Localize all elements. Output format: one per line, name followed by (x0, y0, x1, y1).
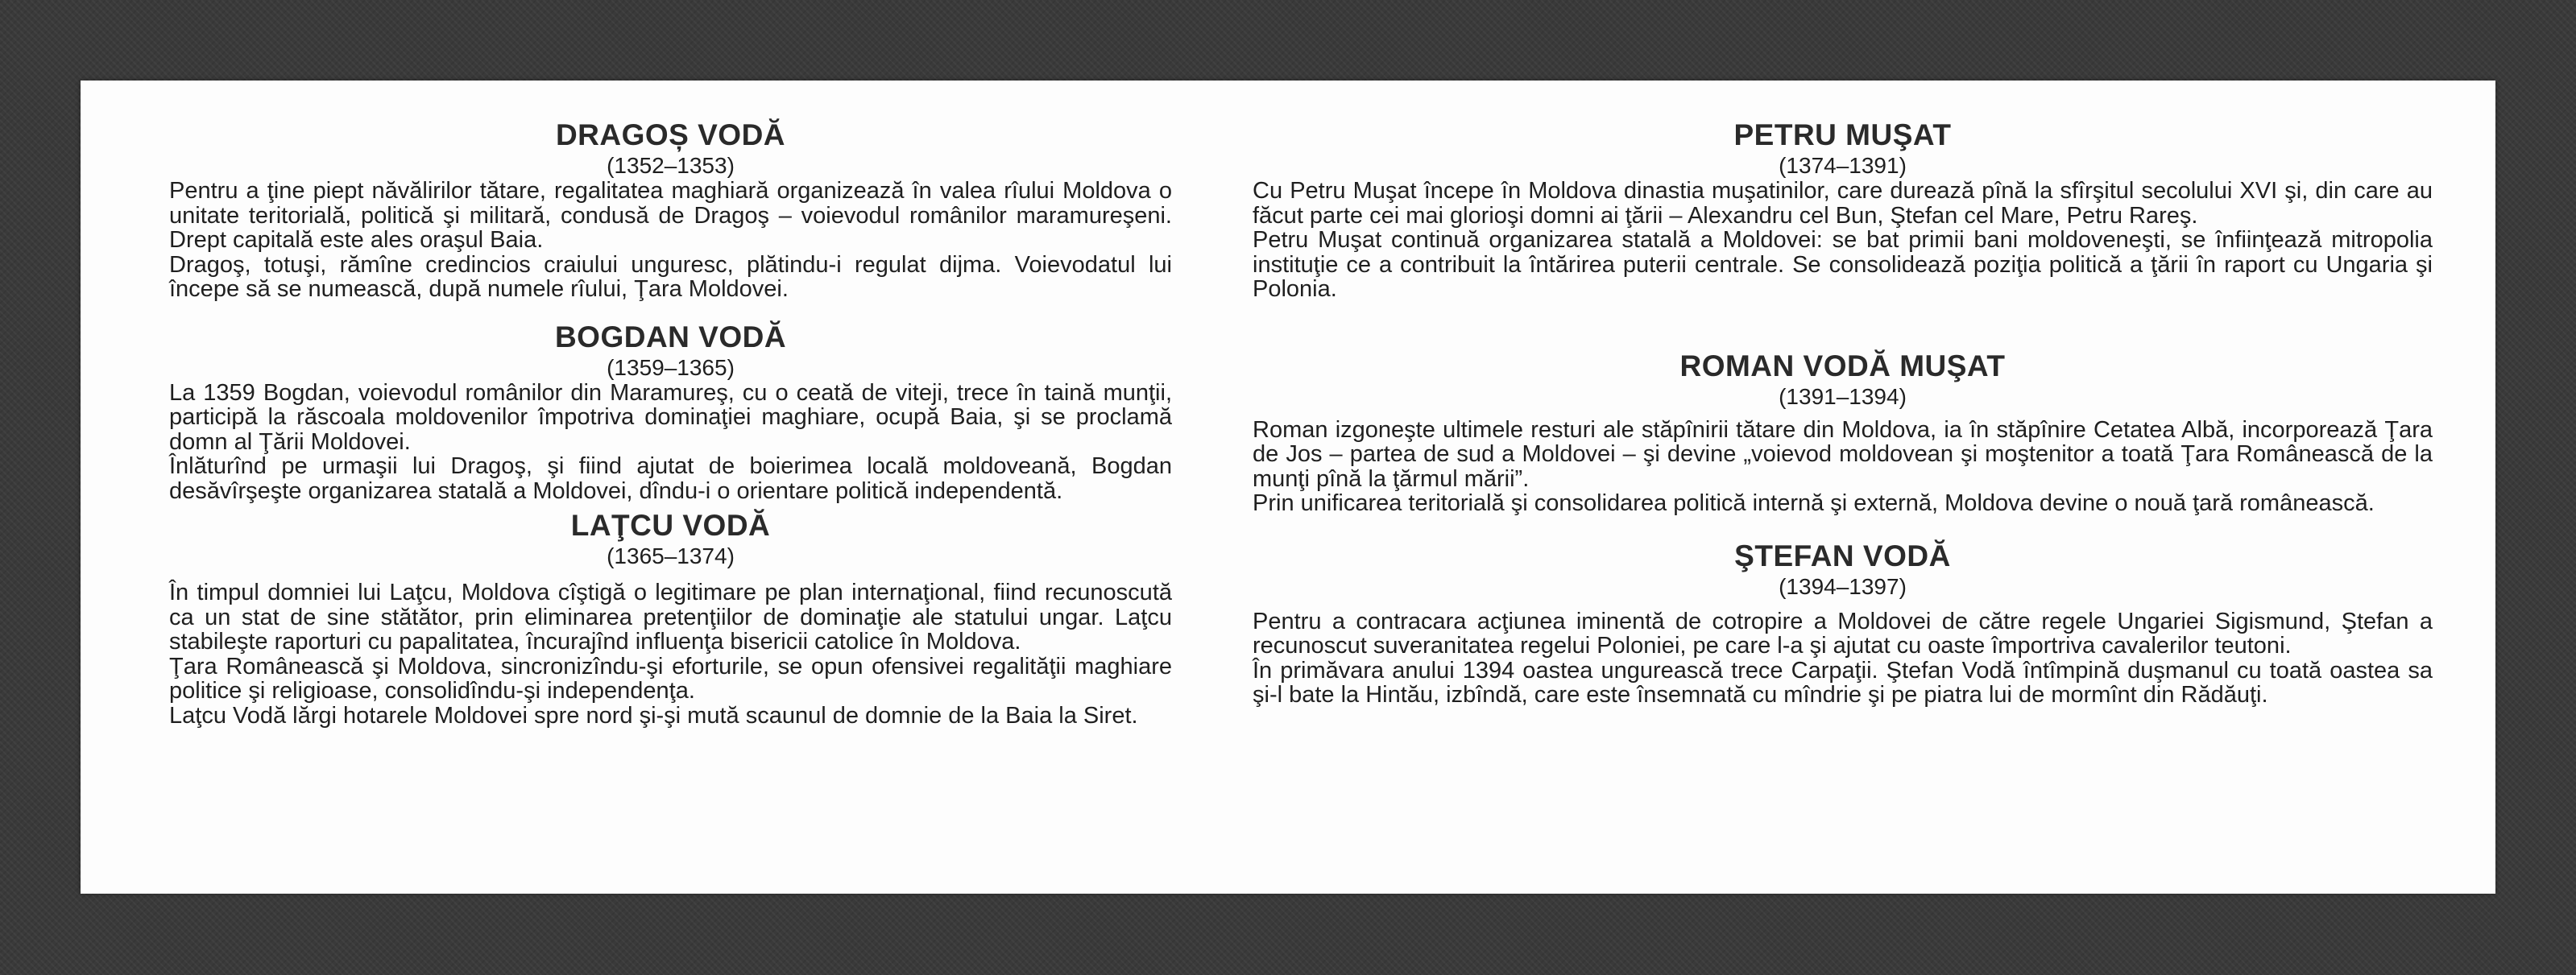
right-column (1253, 119, 2433, 708)
section-title: ŞTEFAN VODĂ (1734, 539, 1951, 572)
paragraph: Pentru a contracara acţiunea iminentă de cotropire a Moldovei de către regele Ungariei Sigismund, Ştefan a recunoscut suveranitatea regelui Poloniei, pe care l-a şi ajutat cu oaste împortriva cavalerilor teutoni. (1253, 608, 2433, 659)
paragraph: La 1359 Bogdan, voievodul românilor din Maramureş, cu o ceată de viteji, trece în taină munţii, participă la răscoala moldovenilor împotriva dominaţiei maghiare, ocupă Baia, şi se proclamă domn al Ţării Moldovei. (169, 379, 1172, 455)
section-years: (1359–1365) (607, 354, 735, 380)
section-years: (1352–1353) (607, 153, 735, 178)
paragraph: În timpul domniei lui Laţcu, Moldova cîştigă o legitimare pe plan internaţional, fiind recunoscută ca un stat de sine stătător, prin eliminarea pretenţiilor de dominaţie ale statului ungar. Laţcu stabileşte raporturi cu papalitatea, încurajînd influenţa bisericii catolice în Moldova. (169, 580, 1172, 655)
section-bogdan-voda (169, 321, 1172, 504)
section-title: DRAGOȘ VODĂ (555, 118, 786, 151)
section-years: (1365–1374) (607, 543, 735, 568)
paragraph: Roman izgoneşte ultimele resturi ale stăpînirii tătare din Moldova, ia în stăpînire Cetatea Albă, incorporează Ţara de Jos – partea de sud a Moldovei – şi devine „voievod moldovean şi moştenitor a toată Ţara Românească de la munţi pînă la ţărmul mării”. (1253, 416, 2433, 492)
section-title: ROMAN VODĂ MUŞAT (1679, 349, 2006, 382)
paragraph: Ţara Românească şi Moldova, sincronizîndu-şi eforturile, se opun ofensivei regalităţii maghiare politice şi religioase, consolidîndu-şi independenţa. (169, 653, 1172, 704)
section-roman-voda-musat (1253, 350, 2433, 516)
section-years: (1394–1397) (1779, 573, 1907, 599)
section-years: (1374–1391) (1779, 153, 1907, 178)
document-sheet (81, 81, 2495, 894)
paragraph: Pentru a ţine piept năvălirilor tătare, regalitatea maghiară organizează în valea rîului Moldova o unitate teritorială, politică şi militară, condusă de Dragoş – voievodul românilor maramureşeni. Drept capitală este ales oraşul Baia. (169, 178, 1172, 253)
paragraph: Prin unificarea teritorială şi consolidarea politică internă şi externă, Moldova devine o nouă ţară românească. (1253, 490, 2375, 516)
paragraph: Laţcu Vodă lărgi hotarele Moldovei spre nord şi-şi mută scaunul de domnie de la Baia la Siret. (169, 702, 1138, 729)
paragraph: Cu Petru Muşat începe în Moldova dinastia muşatinilor, care durează pînă la sfîrşitul secolului XVI şi, din care au făcut parte cei mai glorioşi domni ai ţării – Alexandru cel Bun, Ştefan cel Mare, Petru Rareş. (1253, 178, 2433, 229)
section-petru-musat (1253, 119, 2433, 302)
section-stefan-voda (1253, 540, 2433, 708)
paragraph: Înlăturînd pe urmaşii lui Dragoş, şi fiind ajutat de boierimea locală moldoveană, Bogdan desăvîrşeşte organizarea statală a Moldovei, dîndu-i o orientare politică independentă. (169, 453, 1172, 504)
paragraph: În primăvara anului 1394 oastea ungurească trece Carpaţii. Ştefan Vodă întîmpină duşmanul cu toată oastea sa şi-l bate la Hintău, izbîndă, care este însemnată cu mîndrie şi pe piatra lui de mormînt din Rădăuţi. (1253, 657, 2433, 708)
section-years: (1391–1394) (1779, 383, 1907, 409)
section-title: PETRU MUŞAT (1733, 118, 1952, 151)
paragraph: Petru Muşat continuă organizarea statală a Moldovei: se bat primii bani moldoveneşti, se înfiinţează mitropolia instituţie ce a contribuit la întărirea puterii centrale. Se consolidează poziţia politică a ţării în raport cu Ungaria şi Polonia. (1253, 227, 2433, 302)
section-latcu-voda (169, 510, 1172, 728)
left-column (169, 119, 1172, 728)
section-title: LAŢCU VODĂ (570, 509, 771, 542)
paragraph: Dragoş, totuşi, rămîne credincios craiului unguresc, plătindu-i regulat dijma. Voievodatul lui începe să se numească, după numele rîului, Ţara Moldovei. (169, 251, 1172, 302)
section-title: BOGDAN VODĂ (554, 320, 787, 353)
section-dragos-voda (169, 119, 1172, 302)
